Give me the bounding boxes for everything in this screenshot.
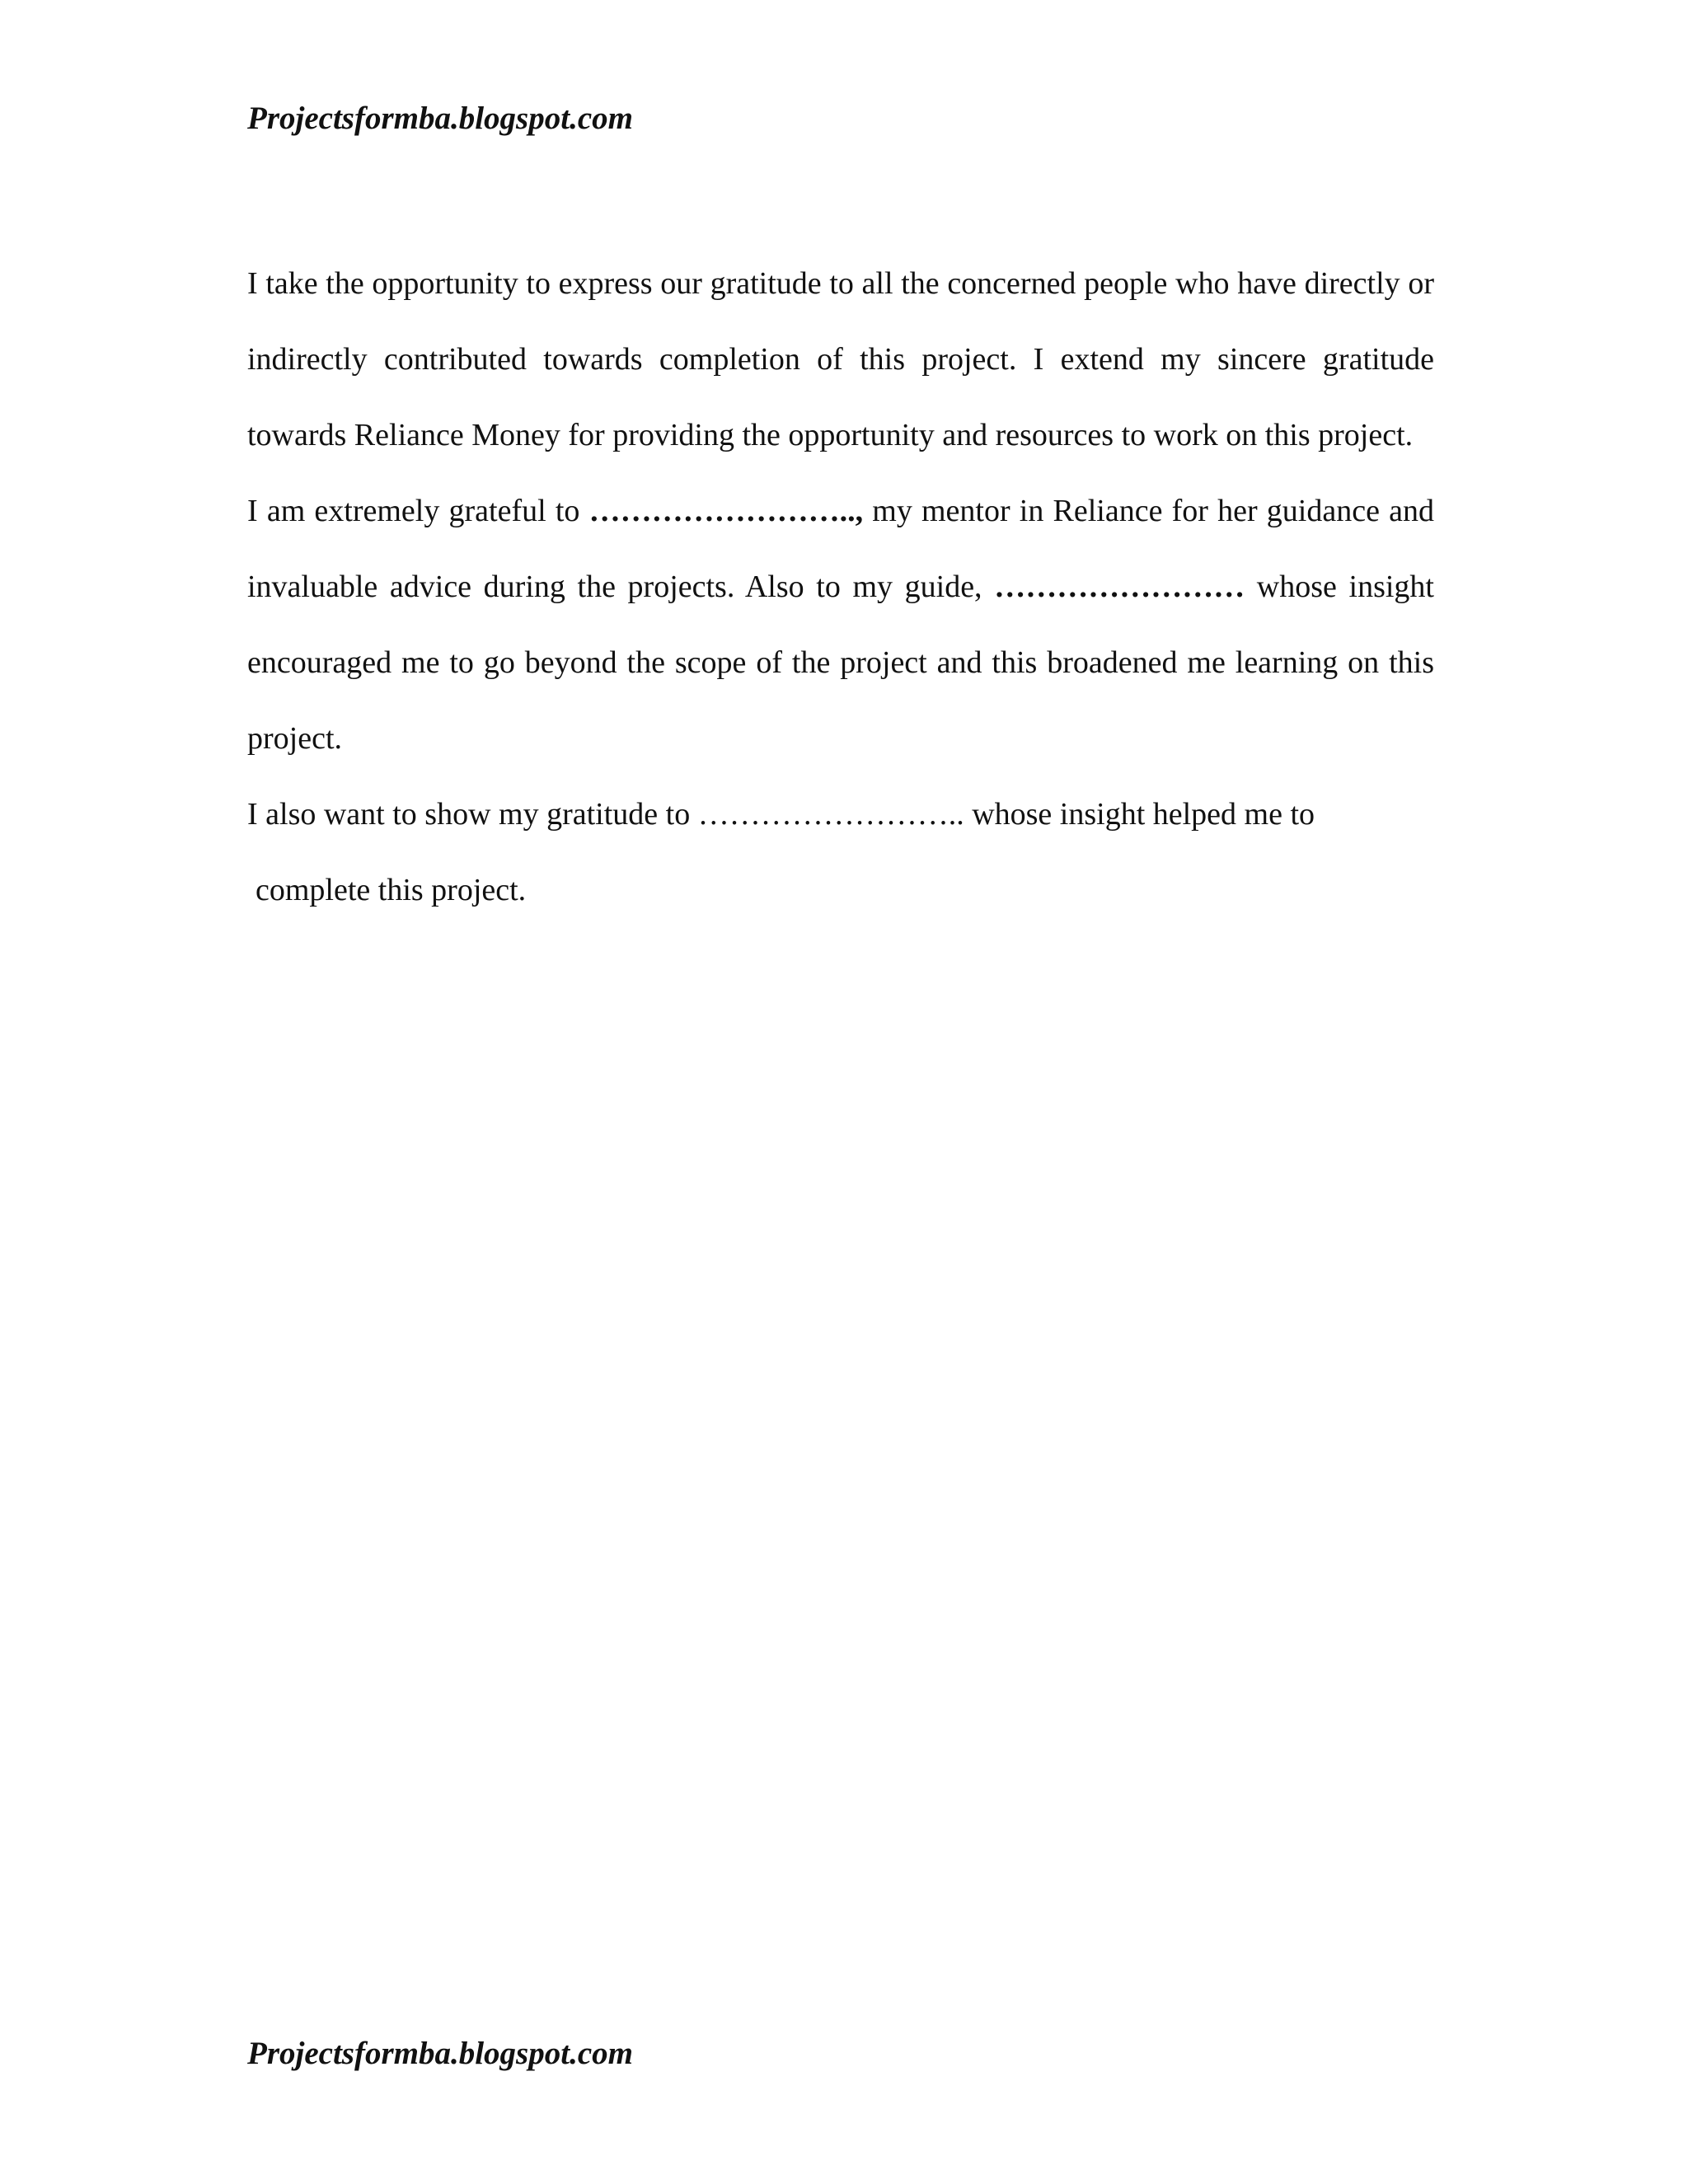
paragraph-2-text-a: I am extremely grateful to bbox=[247, 494, 589, 528]
paragraph-3-line-2: complete this project. bbox=[256, 873, 527, 907]
paragraph-3-line-1: I also want to show my gratitude to …………………….. whose insight helped me to bbox=[247, 797, 1315, 832]
paragraph-2-text-c: whose insight encouraged me to go beyond the scope of the project and this broadened me learning on this project. bbox=[247, 569, 1434, 756]
paragraph-2 bbox=[247, 473, 1434, 776]
paragraph-1: I take the opportunity to express our gratitude to all the concerned people who have directly or indirectly contributed towards completion of this project. I extend my sincere gratitude towards Reliance Money for providing the opportunity and resources to work on this project. bbox=[247, 266, 1434, 452]
paragraph-2-text-b: my mentor in Reliance for her guidance and invaluable advice during the projects. Also to my guide, bbox=[247, 494, 1435, 604]
guide-name-blank: …………………… bbox=[994, 569, 1245, 604]
acknowledgement-body bbox=[247, 246, 1434, 928]
paragraph-3 bbox=[247, 776, 1434, 928]
page-footer: Projectsformba.blogspot.com bbox=[247, 2036, 633, 2071]
page-header: Projectsformba.blogspot.com bbox=[247, 101, 633, 136]
mentor-name-blank: …………………….., bbox=[588, 494, 864, 528]
